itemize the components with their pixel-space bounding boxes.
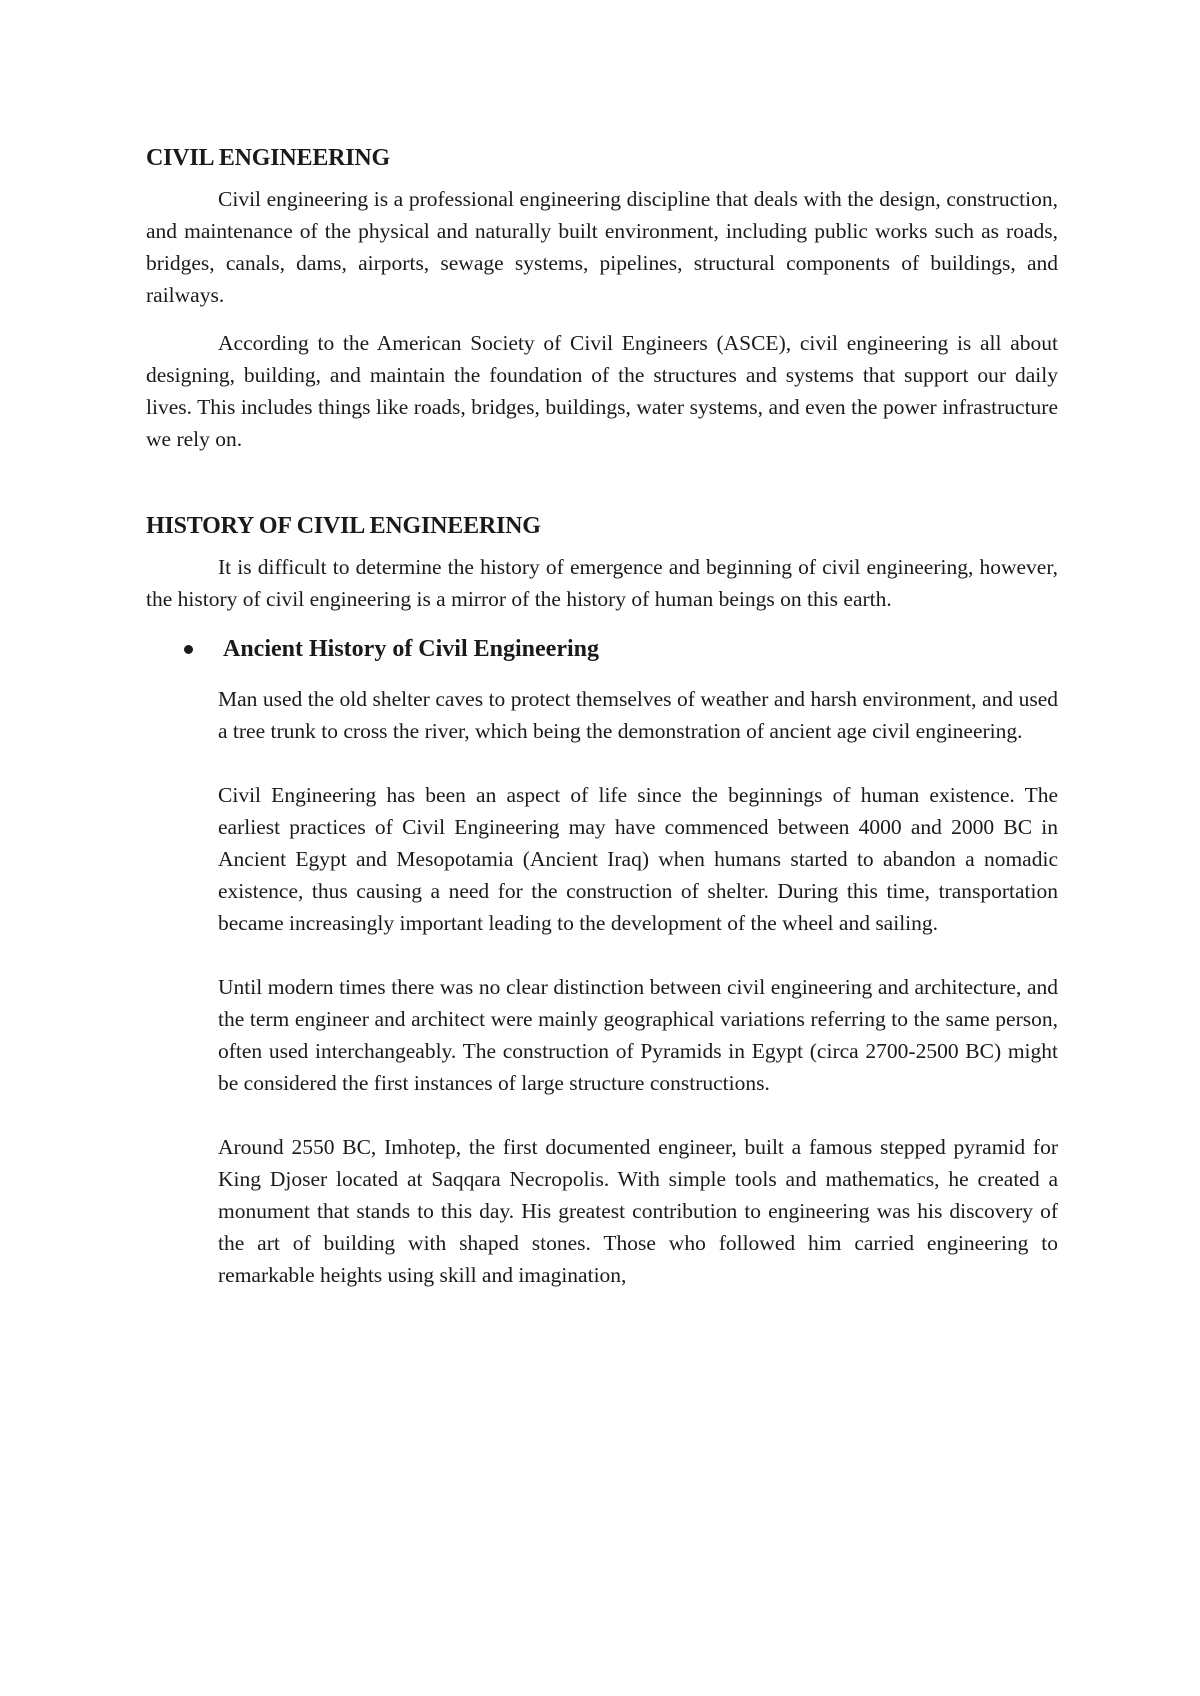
section-spacer — [146, 455, 1058, 511]
paragraph-imhotep: Around 2550 BC, Imhotep, the first documented engineer, built a famous stepped pyramid for King Djoser located at Saqqara Necropolis. With simple tools and mathematics, he created a monument that stands to this day. His greatest contribution to engineering was his discovery of the art of building with shaped stones. Those who followed him carried engineering to remarkable heights using skill and imagination, — [218, 1135, 1058, 1287]
subsection-body — [218, 683, 1058, 1291]
paragraph-caves: Man used the old shelter caves to protect themselves of weather and harsh environment, and used a tree trunk to cross the river, which being the demonstration of ancient age civil engineering. — [218, 687, 1058, 743]
bullet-icon — [184, 645, 193, 654]
subsection-heading — [184, 633, 1058, 665]
paragraph-asce: According to the American Society of Civil Engineers (ASCE), civil engineering is all about designing, building, and maintain the foundation of the structures and systems that support our daily lives. This includes things like roads, bridges, buildings, water systems, and even the power infrastructure we rely on. — [146, 331, 1058, 451]
subsection-title: Ancient History of Civil Engineering — [223, 636, 599, 662]
paragraph-architecture-distinction: Until modern times there was no clear distinction between civil engineering and architecture, and the term engineer and architect were mainly geographical variations referring to the same person, often used interchangeably. The construction of Pyramids in Egypt (circa 2700-2500 BC) might be considered the first instances of large structure constructions. — [218, 975, 1058, 1095]
paragraph-earliest-practices: Civil Engineering has been an aspect of life since the beginnings of human existence. The earliest practices of Civil Engineering may have commenced between 4000 and 2000 BC in Ancient Egypt and Mesopotamia (Ancient Iraq) when humans started to abandon a nomadic existence, thus causing a need for the construction of shelter. During this time, transportation became increasingly important leading to the development of the wheel and sailing. — [218, 783, 1058, 935]
document-page — [146, 143, 1058, 1323]
section-heading-civil-engineering: CIVIL ENGINEERING — [146, 145, 390, 171]
section-heading-history: HISTORY OF CIVIL ENGINEERING — [146, 513, 541, 539]
paragraph-history-intro: It is difficult to determine the history of emergence and beginning of civil engineering, however, the history of civil engineering is a mirror of the history of human beings on this earth. — [146, 555, 1058, 611]
paragraph-definition: Civil engineering is a professional engineering discipline that deals with the design, construction, and maintenance of the physical and naturally built environment, including public works such as roads, bridges, canals, dams, airports, sewage systems, pipelines, structural components of buildings, and railways. — [146, 187, 1058, 307]
